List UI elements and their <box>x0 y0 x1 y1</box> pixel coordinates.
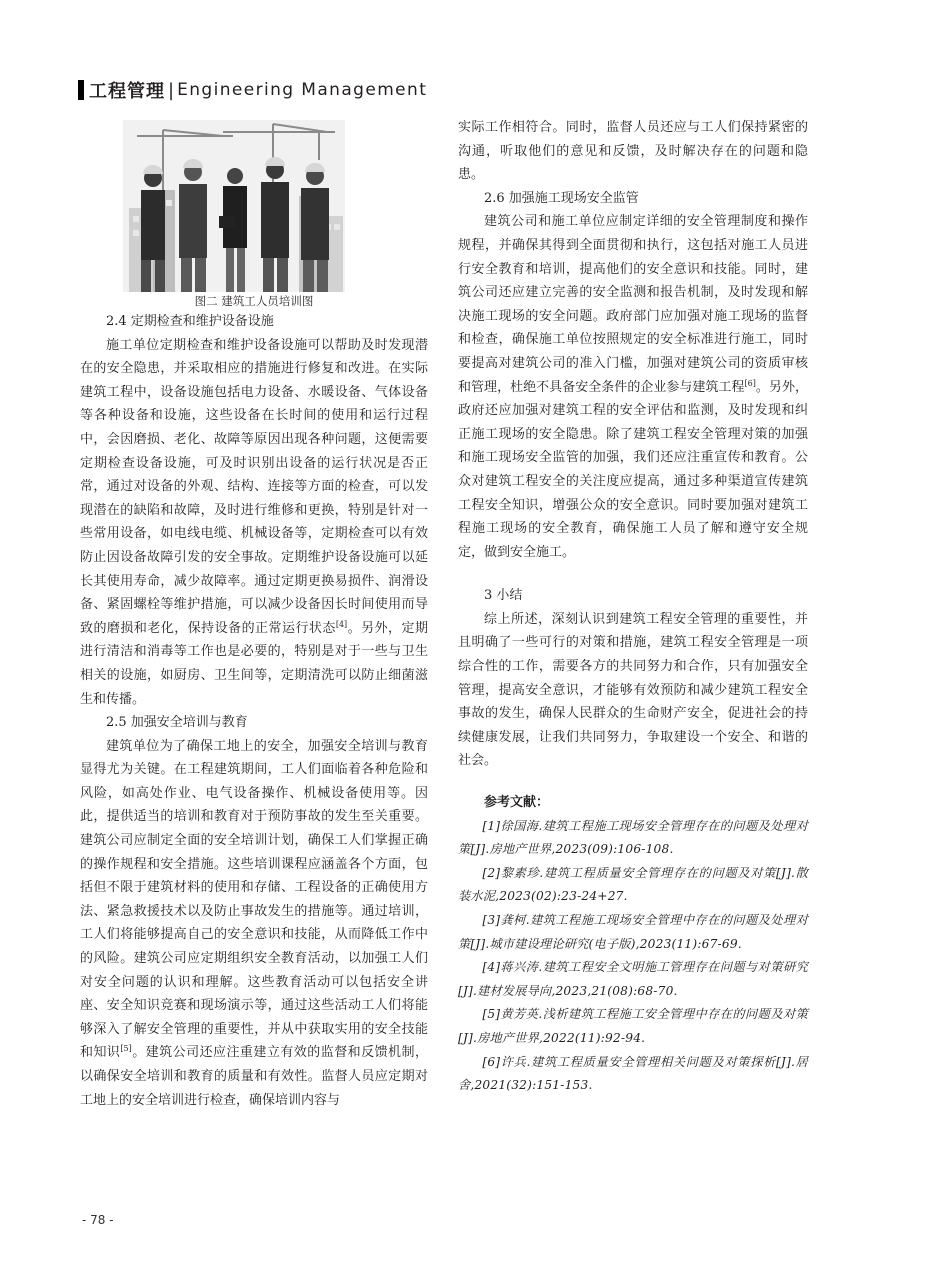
text-run: 建筑公司和施工单位应制定详细的安全管理制度和操作规程，并确保其得到全面贯彻和执行，这包括对施工人员进行安全教育和培训，提高他们的安全意识和技能。同时，建筑公司还应建立完善的安全监测和报告机制，及时发现和解决施工现场的安全问题。政府部门应加强对施工现场的监督和检查，确保施工单位按照规定的安全标准进行施工，同时要提高对建筑公司的准入门槛，加强对建筑公司的资质审核和管理，杜绝不具备安全条件的企业参与建筑工程 <box>458 214 808 395</box>
reference-item: [6]许兵.建筑工程质量安全管理相关问题及对策探析[J].居舍,2021(32):151-153. <box>458 1054 808 1093</box>
header-bar-mark <box>78 80 84 100</box>
citation-6: [6] <box>744 378 756 388</box>
section-2-6-paragraph <box>458 210 808 564</box>
citation-4: [4] <box>335 619 348 629</box>
reference-item: [1]徐国海.建筑工程施工现场安全管理存在的问题及处理对策[J].房地产世界,2023(09):106-108. <box>458 818 808 857</box>
reference-item: [3]龚柯.建筑工程施工现场安全管理中存在的问题及处理对策[J].城市建设理论研究(电子版),2023(11):67-69. <box>458 913 808 951</box>
journal-header <box>78 76 427 104</box>
section-2-5-paragraph <box>80 735 428 1113</box>
citation-5: [5] <box>120 1044 132 1054</box>
right-column <box>458 116 808 1098</box>
section-3-title: 3 小结 <box>484 588 523 604</box>
reference-item: [2]黎素珍.建筑工程质量安全管理存在的问题及对策[J].散装水泥,2023(02):23-24+27. <box>458 865 808 904</box>
section-2-4-title: 2.4 定期检查和维护设备设施 <box>106 314 274 329</box>
figure-training <box>80 120 428 310</box>
header-separator: | <box>168 79 175 101</box>
text-run: 。另外，定期进行清洁和消毒等工作也是必要的，特别是对于一些与卫生相关的设施，如厨房、卫生间等，定期清洗可以防止细菌滋生和传播。 <box>80 620 428 707</box>
section-2-5-title: 2.5 加强安全培训与教育 <box>106 715 248 731</box>
text-run: 建筑单位为了确保工地上的安全，加强安全培训与教育显得尤为关键。在工程建筑期间，工人们面临着各种危险和风险，如高处作业、电气设备操作、机械设备使用等。因此，提供适当的培训和教育对于预防事故的发生至关重要。建筑公司应制定全面的安全培训计划，确保工人们掌握正确的操作规程和安全措施。这些培训课程应涵盖各个方面，包括但不限于建筑材料的使用和存储、工程设备的正确使用方法、紧急救援技术以及防止事故发生的措施等。通过培训，工人们将能够提高自己的安全意识和技能，从而降低工作中的风险。建筑公司应定期组织安全教育活动，以加强工人们对安全问题的认识和理解。这些教育活动可以包括安全讲座、安全知识竞赛和现场演示等，通过这些活动工人们将能够深入了解安全管理的重要性，并从中获取实用的安全技能和知识 <box>80 738 428 1061</box>
section-2-4-paragraph <box>80 334 428 712</box>
text-run: 。另外，政府还应加强对建筑工程的安全评估和监测，及时发现和纠正施工现场的安全隐患。除了建筑工程安全管理对策的加强和施工现场安全监管的加强，我们还应注重宣传和教育。公众对建筑工程安全的关注度应提高，通过多种渠道宣传建筑工程安全知识，增强公众的安全意识。同时要加强对建筑工程施工现场的安全教育，确保施工人员了解和遵守安全规定，做到安全施工。 <box>458 379 808 560</box>
figure-caption: 图二 建筑工人员培训图 <box>194 294 314 308</box>
references-title: 参考文献： <box>484 795 550 811</box>
references-list <box>458 815 808 1098</box>
reference-item: [5]黄芳英.浅析建筑工程施工安全管理中存在的问题及对策[J].房地产世界,2022(11):92-94. <box>458 1007 808 1045</box>
figure-image <box>123 120 345 292</box>
section-2-6-title: 2.6 加强施工现场安全监管 <box>484 190 639 206</box>
header-title-cn: 工程管理 <box>89 81 165 102</box>
header-title-en: Engineering Management <box>177 80 428 100</box>
left-column <box>80 116 428 1112</box>
section-3-paragraph: 综上所述，深刻认识到建筑工程安全管理的重要性，并且明确了一些可行的对策和措施，建筑工程安全管理是一项综合性的工作，需要各方的共同努力和合作，只有加强安全管理，提高安全意识，才能够有效预防和减少建筑工程安全事故的发生，确保人民群众的生命财产安全，促进社会的持续健康发展，让我们共同努力，争取建设一个安全、和谐的社会。 <box>458 611 808 769</box>
page-number: - 78 - <box>82 1213 114 1227</box>
reference-item: [4]蒋兴涛.建筑工程安全文明施工管理存在问题与对策研究[J].建材发展导向,2023,21(08):68-70. <box>458 960 808 998</box>
workers-illustration-icon <box>123 120 345 292</box>
section-2-5-paragraph-continued: 实际工作相符合。同时，监督人员还应与工人们保持紧密的沟通，听取他们的意见和反馈，及时解决存在的问题和隐患。 <box>458 120 808 183</box>
text-run: 。建筑公司还应注重建立有效的监督和反馈机制，以确保安全培训和教育的质量和有效性。监督人员应定期对工地上的安全培训进行检查，确保培训内容与 <box>80 1045 428 1108</box>
text-run: 施工单位定期检查和维护设备设施可以帮助及时发现潜在的安全隐患，并采取相应的措施进行修复和改进。在实际建筑工程中，设备设施包括电力设备、水暖设备、气体设备等各种设备和设施，这些设备在长时间的使用和运行过程中，会因磨损、老化、故障等原因出现各种问题，这便需要定期检查设备设施，可及时识别出设备的运行状况是否正常，通过对设备的外观、结构、连接等方面的检查，可以发现潜在的缺陷和故障，及时进行维修和更换，特别是针对一些常用设备，如电线电缆、机械设备等，定期检查可以有效防止因设备故障引发的安全事故。定期维护设备设施可以延长其使用寿命，减少故障率。通过定期更换易损件、润滑设备、紧固螺栓等维护措施，可以减少设备因长时间使用而导致的磨损和老化，保持设备的正常运行状态 <box>80 337 428 636</box>
